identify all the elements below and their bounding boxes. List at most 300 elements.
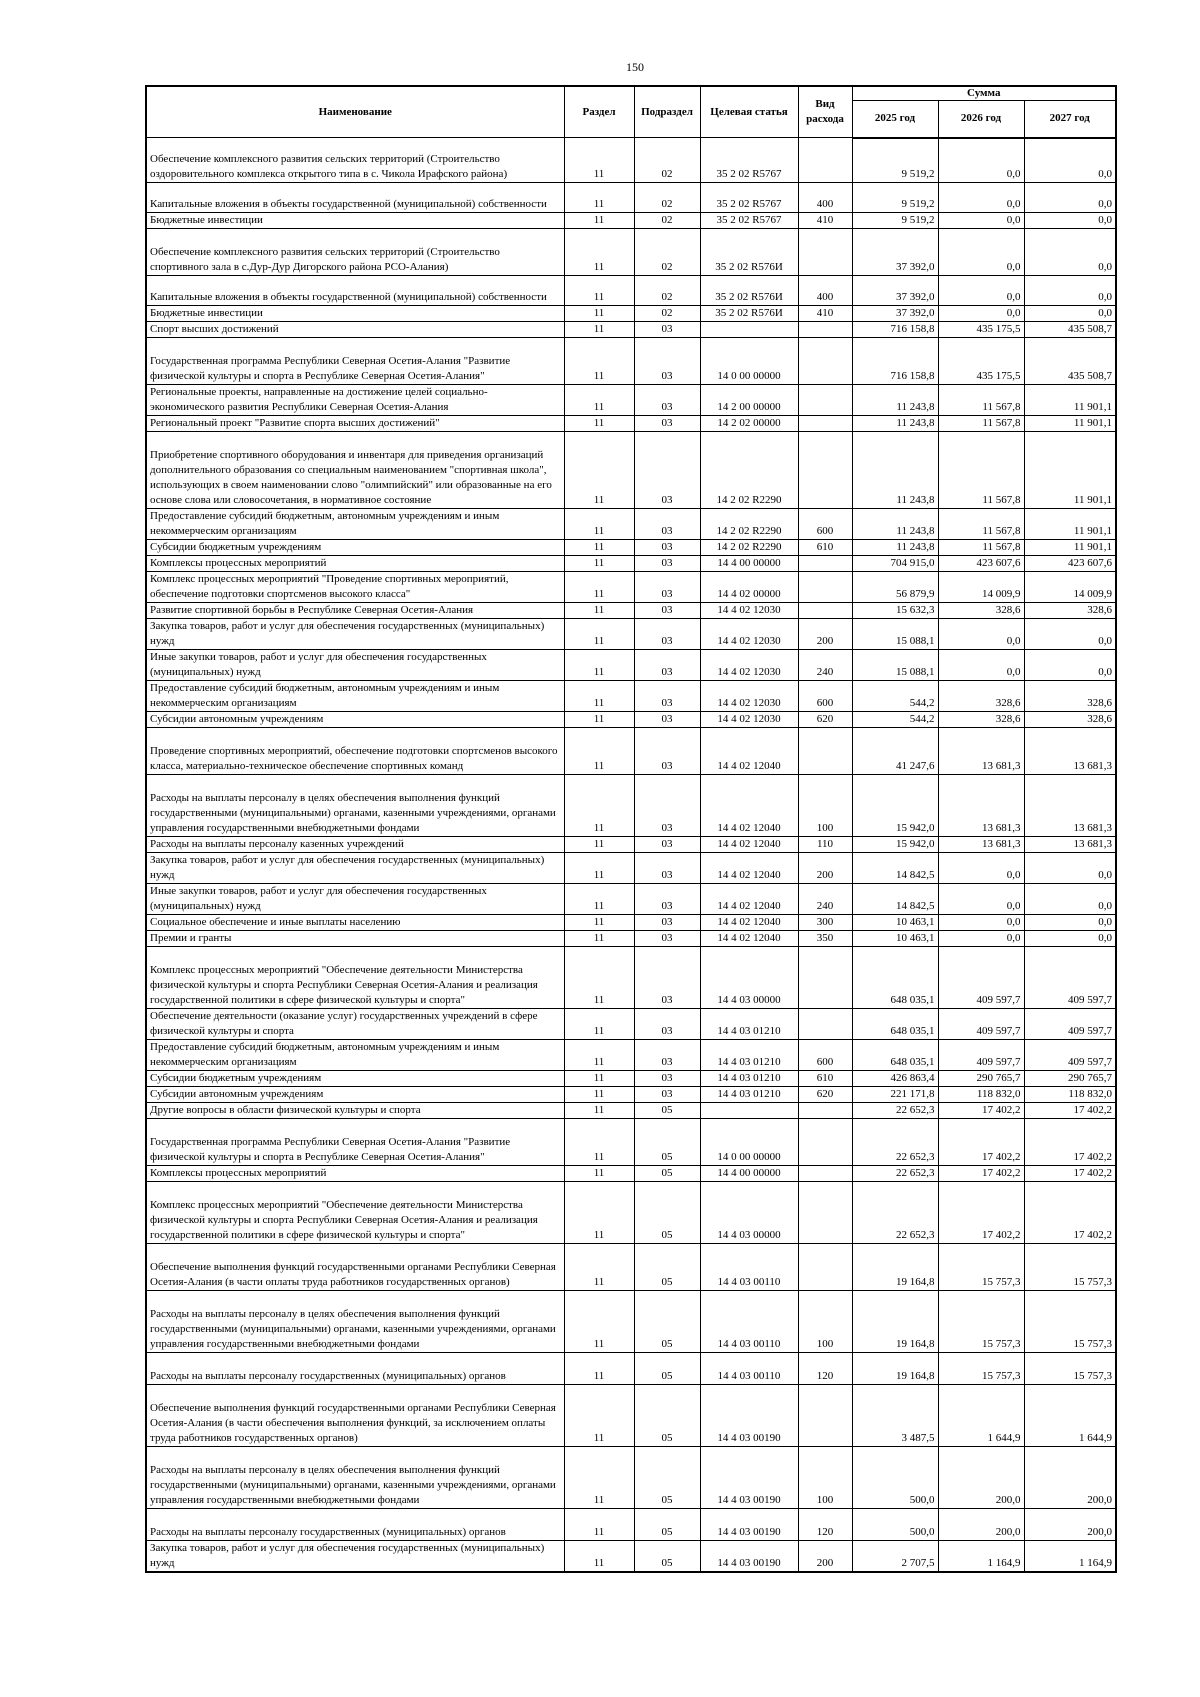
table-row [146, 712, 1116, 728]
cell-2026: 11 567,8 [938, 509, 1024, 540]
cell-2025: 19 164,8 [852, 1244, 938, 1291]
cell-2027: 13 681,3 [1024, 837, 1116, 853]
cell-subsection: 02 [634, 306, 700, 322]
cell-expense-type: 400 [798, 183, 852, 213]
cell-target: 14 4 00 00000 [700, 1166, 798, 1182]
cell-expense-type: 350 [798, 931, 852, 947]
cell-target: 14 4 00 00000 [700, 556, 798, 572]
table-row [146, 775, 1116, 837]
cell-2026: 14 009,9 [938, 572, 1024, 603]
cell-name: Субсидии бюджетным учреждениям [146, 1071, 564, 1087]
cell-name: Расходы на выплаты персоналу государственных (муниципальных) органов [146, 1353, 564, 1385]
table-row [146, 572, 1116, 603]
table-row [146, 915, 1116, 931]
cell-expense-type: 610 [798, 540, 852, 556]
cell-2026: 17 402,2 [938, 1182, 1024, 1244]
cell-subsection: 02 [634, 183, 700, 213]
cell-2027: 328,6 [1024, 681, 1116, 712]
cell-section: 11 [564, 619, 634, 650]
cell-section: 11 [564, 306, 634, 322]
table-row [146, 276, 1116, 306]
cell-2027: 0,0 [1024, 853, 1116, 884]
cell-2025: 3 487,5 [852, 1385, 938, 1447]
cell-2026: 13 681,3 [938, 775, 1024, 837]
cell-2027: 11 901,1 [1024, 385, 1116, 416]
cell-2025: 37 392,0 [852, 276, 938, 306]
cell-subsection: 03 [634, 603, 700, 619]
cell-section: 11 [564, 509, 634, 540]
cell-subsection: 05 [634, 1291, 700, 1353]
cell-2025: 716 158,8 [852, 322, 938, 338]
table-row [146, 1071, 1116, 1087]
cell-2026: 11 567,8 [938, 540, 1024, 556]
cell-2025: 2 707,5 [852, 1541, 938, 1573]
cell-2026: 17 402,2 [938, 1166, 1024, 1182]
cell-section: 11 [564, 775, 634, 837]
cell-2026: 0,0 [938, 138, 1024, 183]
cell-subsection: 03 [634, 728, 700, 775]
cell-2026: 435 175,5 [938, 322, 1024, 338]
cell-subsection: 03 [634, 1009, 700, 1040]
cell-2025: 15 942,0 [852, 837, 938, 853]
cell-2025: 15 942,0 [852, 775, 938, 837]
cell-2027: 17 402,2 [1024, 1182, 1116, 1244]
table-row [146, 1509, 1116, 1541]
cell-expense-type [798, 1103, 852, 1119]
cell-name: Государственная программа Республики Северная Осетия-Алания "Развитие физической культуры и спорта в Республике Северная Осетия-Алания" [146, 338, 564, 385]
table-row [146, 650, 1116, 681]
cell-expense-type [798, 1182, 852, 1244]
cell-expense-type: 620 [798, 1087, 852, 1103]
cell-2026: 15 757,3 [938, 1353, 1024, 1385]
cell-section: 11 [564, 276, 634, 306]
cell-2027: 1 644,9 [1024, 1385, 1116, 1447]
cell-subsection: 03 [634, 385, 700, 416]
cell-2025: 22 652,3 [852, 1119, 938, 1166]
cell-subsection: 05 [634, 1182, 700, 1244]
cell-target: 14 4 03 00190 [700, 1509, 798, 1541]
cell-2025: 716 158,8 [852, 338, 938, 385]
table-row [146, 947, 1116, 1009]
cell-expense-type: 620 [798, 712, 852, 728]
cell-expense-type: 600 [798, 1040, 852, 1071]
cell-2025: 544,2 [852, 712, 938, 728]
cell-target: 14 4 03 00190 [700, 1447, 798, 1509]
table-row [146, 1291, 1116, 1353]
page-number: 150 [626, 60, 644, 74]
table-row [146, 138, 1116, 183]
cell-name: Другие вопросы в области физической культуры и спорта [146, 1103, 564, 1119]
cell-2027: 0,0 [1024, 931, 1116, 947]
cell-2027: 11 901,1 [1024, 509, 1116, 540]
cell-subsection: 03 [634, 619, 700, 650]
table-row [146, 1541, 1116, 1573]
cell-name: Предоставление субсидий бюджетным, автономным учреждениям и иным некоммерческим организациям [146, 681, 564, 712]
cell-name: Расходы на выплаты персоналу в целях обеспечения выполнения функций государственными (муниципальными) органами, казенными учреждениями, органами управления государственными внебюджетными фондами [146, 775, 564, 837]
cell-expense-type: 200 [798, 1541, 852, 1573]
cell-expense-type [798, 138, 852, 183]
cell-target: 35 2 02 R576И [700, 306, 798, 322]
cell-2025: 14 842,5 [852, 853, 938, 884]
cell-name: Расходы на выплаты персоналу в целях обеспечения выполнения функций государственными (муниципальными) органами, казенными учреждениями, органами управления государственными внебюджетными фондами [146, 1447, 564, 1509]
cell-section: 11 [564, 1071, 634, 1087]
cell-2025: 704 915,0 [852, 556, 938, 572]
cell-section: 11 [564, 1509, 634, 1541]
cell-2026: 0,0 [938, 229, 1024, 276]
cell-name: Приобретение спортивного оборудования и инвентаря для приведения организаций дополнительного образования со специальным наименованием "спортивная школа", использующих в своем наименовании слово "олимпийский" или образованные на его основе слова или словосочетания, в нормативное состояние [146, 432, 564, 509]
cell-expense-type: 240 [798, 884, 852, 915]
cell-2027: 11 901,1 [1024, 432, 1116, 509]
cell-section: 11 [564, 416, 634, 432]
header-2025: 2025 год [852, 100, 938, 137]
cell-2026: 11 567,8 [938, 416, 1024, 432]
cell-name: Обеспечение комплексного развития сельских территорий (Строительство оздоровительного комплекса открытого типа в с. Чикола Ирафского района) [146, 138, 564, 183]
table-row [146, 1103, 1116, 1119]
table-row [146, 1385, 1116, 1447]
cell-name: Обеспечение выполнения функций государственными органами Республики Северная Осетия-Алания (в части оплаты труда работников государственных органов) [146, 1244, 564, 1291]
cell-subsection: 05 [634, 1166, 700, 1182]
cell-subsection: 05 [634, 1541, 700, 1573]
cell-section: 11 [564, 1182, 634, 1244]
cell-subsection: 05 [634, 1447, 700, 1509]
header-section: Раздел [564, 86, 634, 138]
cell-2027: 200,0 [1024, 1447, 1116, 1509]
cell-2026: 409 597,7 [938, 1009, 1024, 1040]
cell-name: Проведение спортивных мероприятий, обеспечение подготовки спортсменов высокого класса, материально-техническое обеспечение спортивных команд [146, 728, 564, 775]
cell-target: 14 4 02 12040 [700, 728, 798, 775]
cell-name: Бюджетные инвестиции [146, 306, 564, 322]
cell-name: Региональные проекты, направленные на достижение целей социально-экономического развития Республики Северная Осетия-Алания [146, 385, 564, 416]
cell-target: 14 4 02 12030 [700, 603, 798, 619]
cell-expense-type [798, 338, 852, 385]
cell-section: 11 [564, 931, 634, 947]
cell-subsection: 03 [634, 775, 700, 837]
cell-2026: 118 832,0 [938, 1087, 1024, 1103]
header-2026: 2026 год [938, 100, 1024, 137]
cell-name: Социальное обеспечение и иные выплаты населению [146, 915, 564, 931]
cell-2027: 0,0 [1024, 229, 1116, 276]
cell-2027: 423 607,6 [1024, 556, 1116, 572]
cell-name: Расходы на выплаты персоналу в целях обеспечения выполнения функций государственными (муниципальными) органами, казенными учреждениями, органами управления государственными внебюджетными фондами [146, 1291, 564, 1353]
cell-2026: 13 681,3 [938, 837, 1024, 853]
cell-section: 11 [564, 1447, 634, 1509]
table-row [146, 728, 1116, 775]
cell-2025: 41 247,6 [852, 728, 938, 775]
cell-target [700, 1103, 798, 1119]
cell-target: 14 4 03 01210 [700, 1009, 798, 1040]
cell-section: 11 [564, 1291, 634, 1353]
cell-2025: 11 243,8 [852, 540, 938, 556]
cell-target: 14 4 03 00110 [700, 1244, 798, 1291]
header-subsection: Подраздел [634, 86, 700, 138]
cell-2025: 15 088,1 [852, 650, 938, 681]
cell-target: 14 4 02 12040 [700, 931, 798, 947]
cell-expense-type: 200 [798, 619, 852, 650]
cell-target: 14 4 02 12040 [700, 775, 798, 837]
cell-section: 11 [564, 1103, 634, 1119]
cell-target: 14 2 02 R2290 [700, 509, 798, 540]
cell-section: 11 [564, 540, 634, 556]
cell-subsection: 02 [634, 138, 700, 183]
cell-expense-type [798, 947, 852, 1009]
cell-target: 14 4 03 00110 [700, 1353, 798, 1385]
cell-2026: 435 175,5 [938, 338, 1024, 385]
cell-subsection: 03 [634, 931, 700, 947]
cell-2026: 200,0 [938, 1509, 1024, 1541]
cell-target: 14 2 02 R2290 [700, 432, 798, 509]
table-body [146, 138, 1116, 1573]
cell-name: Обеспечение выполнения функций государственными органами Республики Северная Осетия-Алания (в части обеспечения выполнения функций, за исключением оплаты труда работников государственных органов) [146, 1385, 564, 1447]
cell-target: 14 4 02 12030 [700, 619, 798, 650]
cell-target: 35 2 02 R5767 [700, 138, 798, 183]
cell-subsection: 03 [634, 837, 700, 853]
cell-expense-type [798, 416, 852, 432]
cell-2027: 1 164,9 [1024, 1541, 1116, 1573]
cell-expense-type: 100 [798, 1291, 852, 1353]
cell-subsection: 02 [634, 276, 700, 306]
cell-name: Капитальные вложения в объекты государственной (муниципальной) собственности [146, 183, 564, 213]
cell-2026: 0,0 [938, 650, 1024, 681]
cell-section: 11 [564, 229, 634, 276]
cell-2025: 500,0 [852, 1509, 938, 1541]
cell-subsection: 03 [634, 338, 700, 385]
cell-2026: 0,0 [938, 931, 1024, 947]
cell-2027: 409 597,7 [1024, 1040, 1116, 1071]
cell-expense-type: 100 [798, 1447, 852, 1509]
cell-subsection: 05 [634, 1103, 700, 1119]
cell-2027: 118 832,0 [1024, 1087, 1116, 1103]
cell-2027: 409 597,7 [1024, 947, 1116, 1009]
cell-target: 14 0 00 00000 [700, 1119, 798, 1166]
cell-section: 11 [564, 1040, 634, 1071]
cell-2027: 328,6 [1024, 603, 1116, 619]
cell-2026: 290 765,7 [938, 1071, 1024, 1087]
cell-section: 11 [564, 213, 634, 229]
cell-target: 14 4 03 01210 [700, 1087, 798, 1103]
cell-name: Закупка товаров, работ и услуг для обеспечения государственных (муниципальных) нужд [146, 1541, 564, 1573]
cell-target: 14 2 02 R2290 [700, 540, 798, 556]
cell-2025: 648 035,1 [852, 947, 938, 1009]
cell-subsection: 03 [634, 1071, 700, 1087]
cell-2027: 11 901,1 [1024, 540, 1116, 556]
cell-2025: 9 519,2 [852, 138, 938, 183]
cell-2027: 17 402,2 [1024, 1166, 1116, 1182]
cell-2026: 1 644,9 [938, 1385, 1024, 1447]
table-row [146, 432, 1116, 509]
cell-section: 11 [564, 712, 634, 728]
cell-2026: 328,6 [938, 712, 1024, 728]
cell-name: Комплексы процессных мероприятий [146, 1166, 564, 1182]
cell-subsection: 05 [634, 1353, 700, 1385]
cell-2025: 10 463,1 [852, 915, 938, 931]
cell-subsection: 05 [634, 1385, 700, 1447]
header-2027: 2027 год [1024, 100, 1116, 137]
table-row [146, 338, 1116, 385]
cell-target: 14 4 03 00190 [700, 1385, 798, 1447]
cell-2025: 9 519,2 [852, 213, 938, 229]
cell-2026: 409 597,7 [938, 947, 1024, 1009]
cell-2025: 19 164,8 [852, 1291, 938, 1353]
cell-name: Закупка товаров, работ и услуг для обеспечения государственных (муниципальных) нужд [146, 619, 564, 650]
cell-2025: 9 519,2 [852, 183, 938, 213]
table-row [146, 385, 1116, 416]
table-row [146, 619, 1116, 650]
cell-expense-type: 300 [798, 915, 852, 931]
cell-2025: 11 243,8 [852, 416, 938, 432]
cell-target: 35 2 02 R576И [700, 276, 798, 306]
cell-target: 14 4 02 12040 [700, 853, 798, 884]
cell-subsection: 05 [634, 1244, 700, 1291]
cell-target: 14 4 03 00110 [700, 1291, 798, 1353]
cell-expense-type [798, 728, 852, 775]
cell-2025: 22 652,3 [852, 1103, 938, 1119]
cell-expense-type [798, 1166, 852, 1182]
table-row [146, 1182, 1116, 1244]
cell-section: 11 [564, 432, 634, 509]
cell-2025: 22 652,3 [852, 1182, 938, 1244]
table-row [146, 1119, 1116, 1166]
cell-2025: 11 243,8 [852, 385, 938, 416]
cell-2027: 0,0 [1024, 276, 1116, 306]
cell-name: Иные закупки товаров, работ и услуг для обеспечения государственных (муниципальных) нужд [146, 650, 564, 681]
cell-2026: 328,6 [938, 681, 1024, 712]
table-row [146, 884, 1116, 915]
cell-section: 11 [564, 138, 634, 183]
cell-subsection: 03 [634, 650, 700, 681]
cell-section: 11 [564, 837, 634, 853]
cell-target: 14 2 02 00000 [700, 416, 798, 432]
cell-target: 14 4 03 00190 [700, 1541, 798, 1573]
cell-expense-type: 410 [798, 306, 852, 322]
cell-section: 11 [564, 603, 634, 619]
table-row [146, 603, 1116, 619]
table-row [146, 1244, 1116, 1291]
budget-table [145, 85, 1117, 1573]
cell-section: 11 [564, 183, 634, 213]
cell-name: Обеспечение комплексного развития сельских территорий (Строительство спортивного зала в с.Дур-Дур Дигорского района РСО-Алания) [146, 229, 564, 276]
cell-subsection: 03 [634, 556, 700, 572]
cell-target: 14 4 02 00000 [700, 572, 798, 603]
table-row [146, 306, 1116, 322]
cell-expense-type: 240 [798, 650, 852, 681]
cell-2027: 15 757,3 [1024, 1353, 1116, 1385]
cell-2027: 328,6 [1024, 712, 1116, 728]
cell-expense-type [798, 322, 852, 338]
cell-name: Субсидии бюджетным учреждениям [146, 540, 564, 556]
cell-name: Комплекс процессных мероприятий "Обеспечение деятельности Министерства физической культуры и спорта Республики Северная Осетия-Алания и реализация государственной политики в сфере физической культуры и спорта" [146, 947, 564, 1009]
cell-2026: 0,0 [938, 915, 1024, 931]
cell-2026: 13 681,3 [938, 728, 1024, 775]
cell-subsection: 02 [634, 229, 700, 276]
cell-expense-type: 110 [798, 837, 852, 853]
cell-expense-type [798, 1385, 852, 1447]
cell-2027: 0,0 [1024, 183, 1116, 213]
cell-2027: 15 757,3 [1024, 1291, 1116, 1353]
cell-2026: 1 164,9 [938, 1541, 1024, 1573]
cell-2027: 15 757,3 [1024, 1244, 1116, 1291]
cell-2025: 648 035,1 [852, 1040, 938, 1071]
cell-2027: 435 508,7 [1024, 322, 1116, 338]
cell-name: Комплекс процессных мероприятий "Обеспечение деятельности Министерства физической культуры и спорта Республики Северная Осетия-Алания и реализация государственной политики в сфере физической культуры и спорта" [146, 1182, 564, 1244]
table-row [146, 556, 1116, 572]
cell-2026: 0,0 [938, 853, 1024, 884]
cell-2027: 13 681,3 [1024, 728, 1116, 775]
cell-expense-type [798, 572, 852, 603]
cell-name: Капитальные вложения в объекты государственной (муниципальной) собственности [146, 276, 564, 306]
cell-2026: 17 402,2 [938, 1119, 1024, 1166]
cell-target: 14 4 02 12040 [700, 915, 798, 931]
cell-section: 11 [564, 947, 634, 1009]
cell-subsection: 03 [634, 681, 700, 712]
cell-expense-type [798, 1119, 852, 1166]
cell-name: Развитие спортивной борьбы в Республике Северная Осетия-Алания [146, 603, 564, 619]
cell-expense-type: 410 [798, 213, 852, 229]
cell-section: 11 [564, 1244, 634, 1291]
cell-section: 11 [564, 853, 634, 884]
cell-name: Региональный проект "Развитие спорта высших достижений" [146, 416, 564, 432]
cell-expense-type: 610 [798, 1071, 852, 1087]
table-row [146, 229, 1116, 276]
cell-2027: 17 402,2 [1024, 1103, 1116, 1119]
cell-name: Иные закупки товаров, работ и услуг для обеспечения государственных (муниципальных) нужд [146, 884, 564, 915]
cell-target: 14 4 02 12030 [700, 650, 798, 681]
cell-2025: 15 088,1 [852, 619, 938, 650]
cell-2025: 500,0 [852, 1447, 938, 1509]
cell-subsection: 03 [634, 572, 700, 603]
cell-2027: 0,0 [1024, 213, 1116, 229]
cell-subsection: 03 [634, 884, 700, 915]
cell-subsection: 03 [634, 947, 700, 1009]
cell-target: 14 4 03 00000 [700, 947, 798, 1009]
cell-2025: 22 652,3 [852, 1166, 938, 1182]
cell-expense-type: 120 [798, 1509, 852, 1541]
cell-2026: 409 597,7 [938, 1040, 1024, 1071]
cell-section: 11 [564, 915, 634, 931]
cell-2027: 0,0 [1024, 138, 1116, 183]
cell-name: Закупка товаров, работ и услуг для обеспечения государственных (муниципальных) нужд [146, 853, 564, 884]
cell-2025: 14 842,5 [852, 884, 938, 915]
cell-2027: 0,0 [1024, 306, 1116, 322]
cell-section: 11 [564, 572, 634, 603]
cell-2027: 409 597,7 [1024, 1009, 1116, 1040]
cell-2027: 435 508,7 [1024, 338, 1116, 385]
table-row [146, 931, 1116, 947]
table-row [146, 681, 1116, 712]
cell-expense-type: 120 [798, 1353, 852, 1385]
cell-expense-type: 400 [798, 276, 852, 306]
cell-section: 11 [564, 650, 634, 681]
cell-section: 11 [564, 322, 634, 338]
cell-name: Государственная программа Республики Северная Осетия-Алания "Развитие физической культуры и спорта в Республике Северная Осетия-Алания" [146, 1119, 564, 1166]
table-row [146, 1087, 1116, 1103]
table-row [146, 853, 1116, 884]
cell-section: 11 [564, 385, 634, 416]
cell-2026: 423 607,6 [938, 556, 1024, 572]
cell-section: 11 [564, 1119, 634, 1166]
table-row [146, 540, 1116, 556]
cell-expense-type [798, 556, 852, 572]
cell-expense-type [798, 432, 852, 509]
cell-target: 14 4 03 00000 [700, 1182, 798, 1244]
cell-2026: 0,0 [938, 276, 1024, 306]
cell-name: Комплекс процессных мероприятий "Проведение спортивных мероприятий, обеспечение подготовки спортсменов высокого класса" [146, 572, 564, 603]
cell-expense-type: 200 [798, 853, 852, 884]
cell-subsection: 03 [634, 1087, 700, 1103]
cell-2027: 290 765,7 [1024, 1071, 1116, 1087]
header-name: Наименование [146, 86, 564, 138]
cell-target: 14 4 02 12030 [700, 681, 798, 712]
cell-expense-type: 600 [798, 509, 852, 540]
